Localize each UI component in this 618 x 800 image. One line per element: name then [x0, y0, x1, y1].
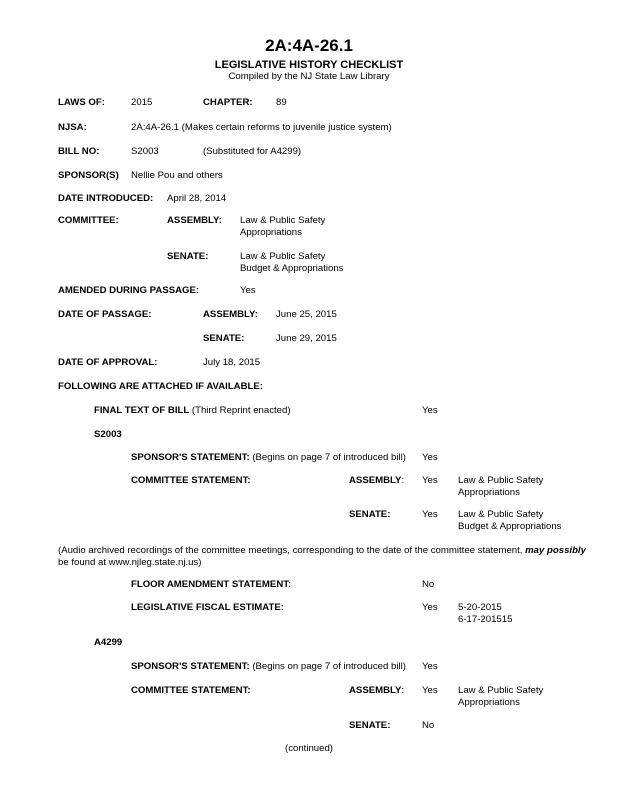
compiled-by: Compiled by the NJ State Law Library: [228, 71, 390, 82]
final-text-note: (Third Reprint enacted): [189, 405, 291, 416]
s2003-senate-value: Yes: [422, 509, 438, 520]
laws-of-label: LAWS OF:: [58, 97, 105, 108]
committee-senate-line2: Budget & Appropriations: [240, 263, 344, 274]
sponsors-label: SPONSOR(S): [58, 170, 119, 181]
fiscal-estimate-date2: 6-17-201515: [458, 614, 513, 625]
audio-note-line2: be found at www.njleg.state.nj.us): [58, 557, 202, 568]
floor-amendment-label: FLOOR AMENDMENT STATEMENT:: [131, 579, 292, 590]
fiscal-estimate-date1: 5-20-2015: [458, 602, 502, 613]
chapter-value: 89: [276, 97, 287, 108]
bill-no-value: S2003: [131, 146, 159, 157]
committee-assembly-label: ASSEMBLY:: [167, 215, 222, 226]
committee-label: COMMITTEE:: [58, 215, 119, 226]
s2003-senate-line2: Budget & Appropriations: [458, 521, 562, 532]
njsa-label: NJSA:: [58, 122, 87, 133]
page-title: 2A:4A-26.1: [265, 36, 353, 55]
passage-assembly-label: ASSEMBLY:: [203, 309, 258, 320]
s2003-assembly-label-row: [349, 475, 404, 486]
committee-senate-label: SENATE:: [167, 251, 209, 262]
passage-senate-label: SENATE:: [203, 333, 245, 344]
a4299-heading: A4299: [94, 637, 123, 648]
s2003-assembly-colon: :: [401, 475, 405, 486]
committee-senate-line1: Law & Public Safety: [240, 251, 326, 262]
final-text-value: Yes: [422, 405, 438, 416]
final-text-label: FINAL TEXT OF BILL: [94, 405, 190, 416]
final-text-row: [94, 405, 291, 416]
s2003-heading: S2003: [94, 429, 122, 440]
passage-senate-value: June 29, 2015: [276, 333, 337, 344]
a4299-sponsor-statement-label: SPONSOR'S STATEMENT:: [131, 661, 250, 672]
a4299-assembly-line2: Appropriations: [458, 697, 520, 708]
audio-note-text: (Audio archived recordings of the committee meetings, corresponding to the date of the committee statement,: [58, 545, 526, 556]
a4299-sponsor-statement-value: Yes: [422, 661, 438, 672]
a4299-assembly-label: ASSEMBLY: [349, 685, 402, 696]
bill-substituted-note: (Substituted for A4299): [203, 146, 302, 157]
a4299-sponsor-statement-note: (Begins on page 7 of introduced bill): [249, 661, 406, 672]
a4299-committee-statement-label: COMMITTEE STATEMENT:: [131, 685, 251, 696]
laws-of-value: 2015: [131, 97, 153, 108]
date-introduced-value: April 28, 2014: [167, 193, 227, 204]
s2003-sponsor-statement-note: (Begins on page 7 of introduced bill): [249, 452, 406, 463]
fiscal-estimate-value: Yes: [422, 602, 438, 613]
sponsors-value: Nellie Pou and others: [131, 170, 223, 181]
njsa-value: 2A:4A-26.1 (Makes certain reforms to juvenile justice system): [131, 122, 392, 133]
s2003-assembly-value: Yes: [422, 475, 438, 486]
s2003-senate-label: SENATE:: [349, 509, 391, 520]
date-of-approval-value: July 18, 2015: [203, 357, 261, 368]
s2003-assembly-line2: Appropriations: [458, 487, 520, 498]
a4299-senate-value: No: [422, 720, 435, 731]
s2003-sponsor-statement-label: SPONSOR'S STATEMENT:: [131, 452, 250, 463]
fiscal-estimate-label: LEGISLATIVE FISCAL ESTIMATE:: [131, 602, 284, 613]
floor-amendment-value: No: [422, 579, 435, 590]
a4299-sponsor-statement-row: [131, 661, 406, 672]
page-subtitle: LEGISLATIVE HISTORY CHECKLIST: [214, 59, 404, 71]
date-introduced-label: DATE INTRODUCED:: [58, 193, 154, 204]
audio-note-line1: [58, 545, 586, 556]
continued-note: (continued): [285, 743, 333, 754]
date-of-passage-label: DATE OF PASSAGE:: [58, 309, 152, 320]
a4299-assembly-label-row: [349, 685, 404, 696]
s2003-sponsor-statement-value: Yes: [422, 452, 438, 463]
a4299-senate-label: SENATE:: [349, 720, 391, 731]
a4299-assembly-value: Yes: [422, 685, 438, 696]
audio-note-emphasis: may possibly: [525, 545, 586, 556]
s2003-assembly-line1: Law & Public Safety: [458, 475, 544, 486]
a4299-assembly-line1: Law & Public Safety: [458, 685, 544, 696]
chapter-label: CHAPTER:: [203, 97, 253, 108]
amended-value: Yes: [240, 285, 256, 296]
bill-no-label: BILL NO:: [58, 146, 100, 157]
amended-label: AMENDED DURING PASSAGE:: [58, 285, 200, 296]
s2003-committee-statement-label: COMMITTEE STATEMENT:: [131, 475, 251, 486]
attached-heading: FOLLOWING ARE ATTACHED IF AVAILABLE:: [58, 381, 263, 392]
s2003-sponsor-statement-row: [131, 452, 406, 463]
date-of-approval-label: DATE OF APPROVAL:: [58, 357, 158, 368]
s2003-senate-line1: Law & Public Safety: [458, 509, 544, 520]
a4299-assembly-colon: :: [401, 685, 405, 696]
passage-assembly-value: June 25, 2015: [276, 309, 337, 320]
committee-assembly-line2: Appropriations: [240, 227, 302, 238]
committee-assembly-line1: Law & Public Safety: [240, 215, 326, 226]
s2003-assembly-label: ASSEMBLY: [349, 475, 402, 486]
